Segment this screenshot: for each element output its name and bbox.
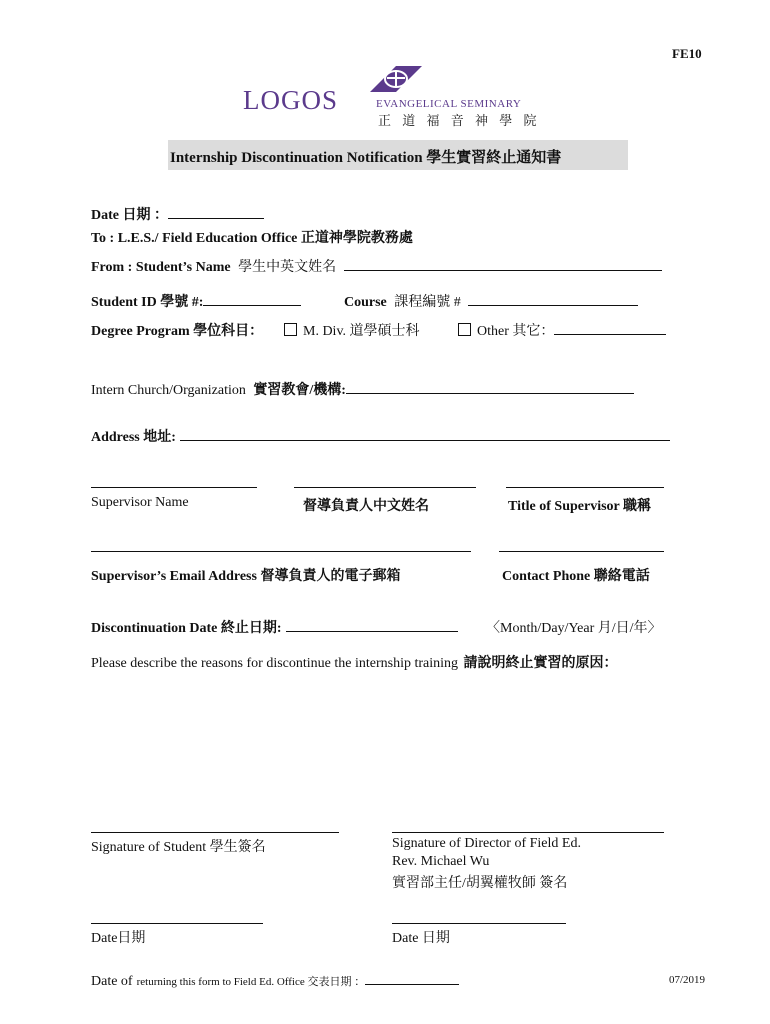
form-code: FE10 (672, 46, 702, 61)
return-date-field[interactable] (91, 972, 459, 990)
reasons-prompt (91, 652, 618, 672)
student-signature-label: Signature of Student 學生簽名 (91, 840, 266, 855)
contact-phone-label: Contact Phone 聯絡電話 (502, 569, 650, 584)
reasons-text-area[interactable] (91, 678, 681, 818)
supervisor-title-label: Title of Supervisor 職稱 (508, 499, 651, 514)
intern-church-label: Intern Church/Organization (91, 383, 246, 398)
address-field[interactable] (91, 426, 670, 446)
logo-chinese-text: 正 道 福 音 神 學 院 (378, 113, 541, 128)
student-date-line[interactable] (91, 923, 263, 924)
return-date-label-prefix: Date of (91, 974, 133, 989)
supervisor-email-label: Supervisor’s Email Address 督導負責人的電子郵箱 (91, 569, 401, 584)
supervisor-email-line[interactable] (91, 551, 471, 552)
contact-phone-line[interactable] (499, 551, 664, 552)
page-title: Internship Discontinuation Notification 學生實習終止通知書 (170, 150, 562, 166)
supervisor-title-line[interactable] (506, 487, 664, 488)
mdiv-checkbox[interactable] (284, 323, 297, 336)
form-version: 07/2019 (669, 974, 706, 986)
intern-church-field[interactable] (91, 379, 634, 399)
discontinuation-date-field[interactable] (91, 617, 458, 637)
date-format-hint: 〈Month/Day/Year 月/日/年〉 (486, 621, 662, 636)
discontinuation-date-line[interactable] (286, 619, 458, 632)
student-name-line[interactable] (344, 258, 662, 271)
supervisor-name-line[interactable] (91, 487, 257, 488)
supervisor-name-label: Supervisor Name (91, 495, 189, 510)
date-line[interactable] (168, 206, 264, 219)
discontinuation-date-label: Discontinuation Date 終止日期: (91, 621, 282, 636)
title-bar (168, 140, 628, 170)
course-label: Course (344, 295, 387, 310)
degree-program-field (91, 320, 263, 340)
student-date-label: Date日期 (91, 931, 146, 946)
return-date-line[interactable] (365, 974, 459, 985)
reasons-label: Please describe the reasons for discontinue the internship training (91, 656, 459, 671)
course-line[interactable] (468, 293, 638, 306)
to-line: To : L.E.S./ Field Education Office 正道神學院教務處 (91, 231, 413, 246)
from-cn-label: 學生中英文姓名 (238, 260, 337, 275)
director-signature-line[interactable] (392, 832, 664, 833)
course-cn-label: 課程編號 # (394, 295, 461, 310)
reasons-cn-label: 請說明終止實習的原因： (463, 656, 618, 671)
other-label: Other 其它： (477, 324, 555, 339)
intern-church-line[interactable] (346, 381, 634, 394)
director-date-label: Date 日期 (392, 931, 450, 946)
supervisor-name-cn-label: 督導負責人中文姓名 (303, 499, 429, 514)
other-line[interactable] (554, 322, 666, 335)
other-option[interactable] (458, 320, 666, 340)
degree-label: Degree Program 學位科目： (91, 324, 264, 339)
supervisor-name-cn-line[interactable] (294, 487, 476, 488)
logo-sub-text: EVANGELICAL SEMINARY (376, 98, 522, 110)
address-label: Address 地址: (91, 430, 176, 445)
student-id-label: Student ID 學號 #: (91, 295, 204, 310)
student-id-line[interactable] (203, 293, 301, 306)
address-line[interactable] (180, 428, 670, 441)
date-field[interactable] (91, 204, 264, 224)
director-signature-label: Signature of Director of Field Ed. (392, 836, 581, 851)
intern-church-cn-label: 實習教會/機構: (253, 383, 346, 398)
student-id-field[interactable] (91, 291, 301, 311)
director-date-line[interactable] (392, 923, 566, 924)
mdiv-label: M. Div. 道學碩士科 (303, 324, 420, 339)
director-name: Rev. Michael Wu (392, 854, 490, 869)
student-name-field[interactable] (91, 256, 662, 276)
from-label: From : Student’s Name (91, 260, 231, 275)
mdiv-option[interactable] (284, 320, 420, 340)
logo-main-text: LOGOS (243, 85, 339, 115)
date-label: Date 日期 ： (91, 208, 168, 223)
return-date-label: returning this form to Field Ed. Office 交表日期 ： (136, 976, 366, 988)
other-checkbox[interactable] (458, 323, 471, 336)
course-field[interactable] (344, 291, 638, 311)
student-signature-line[interactable] (91, 832, 339, 833)
director-cn-label: 實習部主任/胡翼權牧師 簽名 (392, 876, 568, 891)
